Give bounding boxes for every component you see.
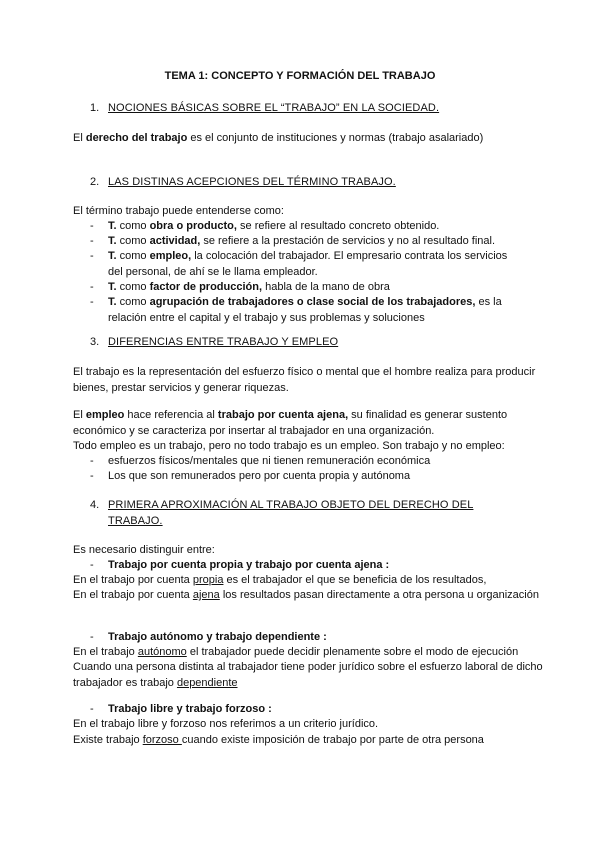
- subheading-c: [90, 702, 272, 718]
- text: se refiere a la prestación de servicios y no al resultado final.: [200, 235, 496, 247]
- section-3-paragraph-1: El trabajo es la representación del esfuerzo físico o mental que el hombre realiza para producir bienes, prestar servicios y generar riquezas.: [73, 366, 536, 394]
- text: hace referencia al: [124, 409, 218, 421]
- list-item: [90, 295, 520, 326]
- section-title-line-1: PRIMERA APROXIMACIÓN AL TRABAJO OBJETO DEL DERECHO DEL: [108, 499, 474, 511]
- text: El: [73, 132, 86, 144]
- text: En el trabajo por cuenta: [73, 589, 193, 601]
- text: se refiere al resultado concreto obtenido.: [236, 220, 440, 232]
- section-1-paragraph: [73, 131, 543, 147]
- text: como: [116, 220, 150, 232]
- bold-term: T.: [108, 281, 117, 293]
- section-number: 1.: [90, 102, 100, 114]
- bullet-dash: -: [90, 296, 94, 308]
- text: los resultados pasan directamente a otra persona u organización: [219, 589, 539, 601]
- text: como: [116, 250, 150, 262]
- list-item: [90, 454, 520, 470]
- bold-term: T.: [108, 250, 117, 262]
- text: es el trabajador el que se beneficia de los resultados,: [223, 574, 487, 586]
- section-number: 3.: [90, 336, 100, 348]
- text: es la relación entre el capital y el trabajo y sus problemas y soluciones: [108, 296, 502, 324]
- bullet-dash: -: [90, 281, 94, 293]
- subheading-b: [90, 630, 327, 646]
- bold-term: Trabajo por cuenta propia y trabajo por cuenta ajena :: [108, 559, 390, 571]
- bullet-dash: -: [90, 631, 94, 643]
- underlined-term: ajena: [192, 589, 220, 601]
- bold-term: empleo,: [149, 250, 192, 262]
- text: En el trabajo por cuenta: [73, 574, 193, 586]
- section-2-intro: El término trabajo puede entenderse como:: [73, 205, 284, 217]
- text: En el trabajo: [73, 646, 138, 658]
- bullet-dash: -: [90, 470, 94, 482]
- paragraph-c1: En el trabajo libre y forzoso nos referimos a un criterio jurídico.: [73, 718, 379, 730]
- list-item: [90, 234, 520, 250]
- text: como: [116, 235, 150, 247]
- bullet-dash: -: [90, 455, 94, 467]
- list-item: [90, 280, 520, 296]
- section-title: DIFERENCIAS ENTRE TRABAJO Y EMPLEO: [108, 336, 339, 348]
- section-4-heading: [90, 498, 473, 529]
- text: El: [73, 409, 86, 421]
- text: habla de la mano de obra: [262, 281, 390, 293]
- text: su finalidad es generar sustento económico y se caracteriza por insertar al trabajador en una organización.: [73, 409, 508, 437]
- section-title-line-2: TRABAJO.: [108, 514, 163, 527]
- section-number: 4.: [90, 499, 100, 511]
- paragraph-b2: [73, 660, 543, 691]
- list-item: [90, 219, 520, 235]
- section-1-heading: [90, 102, 439, 114]
- underlined-term: dependiente: [176, 676, 238, 689]
- paragraph-c2: [73, 733, 543, 749]
- bold-term: obra o producto,: [149, 220, 237, 232]
- paragraph-b1: [73, 645, 543, 661]
- bullet-dash: -: [90, 559, 94, 571]
- bold-term: trabajo por cuenta ajena,: [217, 409, 349, 421]
- paragraph-a1: [73, 573, 543, 589]
- section-number: 2.: [90, 176, 100, 188]
- text: la colocación del trabajador. El empresario contrata los servicios del personal, de ahí se le llama empleador.: [108, 250, 508, 278]
- text: cuando existe imposición de trabajo por parte de otra persona: [181, 734, 484, 746]
- bold-term: actividad,: [149, 235, 201, 247]
- text: el trabajador puede decidir plenamente sobre el modo de ejecución: [186, 646, 519, 658]
- underlined-term: propia: [192, 574, 224, 586]
- bold-term: T.: [108, 235, 117, 247]
- section-2-heading: [90, 176, 396, 188]
- section-3-paragraph-3: Todo empleo es un trabajo, pero no todo trabajo es un empleo. Son trabajo y no empleo:: [73, 440, 505, 452]
- bold-term: empleo: [85, 409, 125, 421]
- section-4-intro: Es necesario distinguir entre:: [73, 544, 215, 556]
- subheading-a: [90, 558, 389, 574]
- page-title: TEMA 1: CONCEPTO Y FORMACIÓN DEL TRABAJO: [164, 70, 436, 82]
- text: como: [116, 281, 150, 293]
- bullet-dash: -: [90, 220, 94, 232]
- paragraph-a2: [73, 588, 543, 604]
- bold-term: Trabajo autónomo y trabajo dependiente :: [108, 631, 327, 643]
- bold-term: T.: [108, 220, 117, 232]
- section-3-paragraph-2: [73, 408, 543, 439]
- section-title: LAS DISTINAS ACEPCIONES DEL TÉRMINO TRABAJO.: [108, 176, 396, 188]
- text: Cuando una persona distinta al trabajador tiene poder jurídico sobre el esfuerzo laboral de dicho trabajador es trabajo: [73, 661, 543, 689]
- text: como: [116, 296, 150, 308]
- underlined-term: forzoso: [142, 734, 182, 746]
- bullet-dash: -: [90, 703, 94, 715]
- text: Los que son remunerados pero por cuenta propia y autónoma: [108, 470, 411, 482]
- bold-term: derecho del trabajo: [85, 132, 188, 144]
- section-3-heading: [90, 336, 338, 348]
- bold-term: Trabajo libre y trabajo forzoso :: [108, 703, 272, 715]
- bold-term: factor de producción,: [149, 281, 263, 293]
- text: esfuerzos físicos/mentales que ni tienen remuneración económica: [108, 455, 431, 467]
- bullet-dash: -: [90, 250, 94, 262]
- section-title: NOCIONES BÁSICAS SOBRE EL “TRABAJO” EN LA SOCIEDAD.: [108, 102, 440, 114]
- text: es el conjunto de instituciones y normas (trabajo asalariado): [187, 132, 484, 144]
- underlined-term: autónomo: [137, 646, 187, 658]
- list-item: [90, 469, 520, 485]
- bold-term: agrupación de trabajadores o clase social de los trabajadores,: [149, 296, 476, 308]
- text: Existe trabajo: [73, 734, 143, 746]
- bold-term: T.: [108, 296, 117, 308]
- list-item: [90, 249, 520, 280]
- bullet-dash: -: [90, 235, 94, 247]
